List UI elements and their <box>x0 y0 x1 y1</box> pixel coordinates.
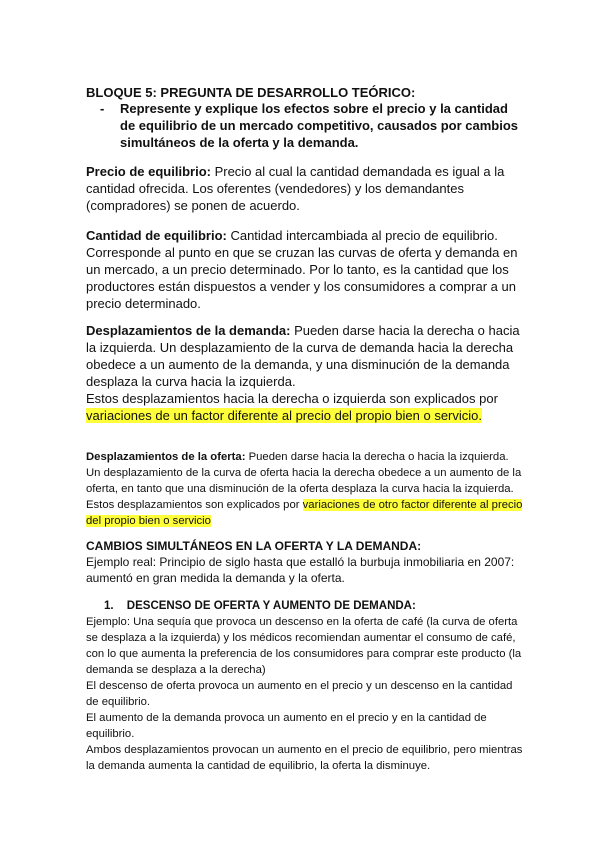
cambios-text: Ejemplo real: Principio de siglo hasta que estalló la burbuja inmobiliaria en 2007: aumentó en gran medida la demanda y la oferta. <box>86 555 515 585</box>
precio-paragraph <box>86 163 526 214</box>
demanda-term: Desplazamientos de la demanda: <box>86 323 291 338</box>
oferta-text: Pueden darse hacia la derecha o hacia la izquierda. Un desplazamiento de la curva de oferta hacia la derecha obedece a un aumento de la oferta, en tanto que una disminución de la oferta desplaza la curva hacia la izquierda. Estos desplazamientos son explicados por <box>86 451 522 511</box>
block-title: BLOQUE 5: PREGUNTA DE DESARROLLO TEÓRICO: <box>86 85 416 100</box>
question-bullet <box>100 100 520 151</box>
bullet-marker: - <box>100 101 105 116</box>
demanda-paragraph <box>86 322 526 424</box>
item1-paragraph-2: El descenso de oferta provoca un aumento en el precio y un descenso en la cantidad de equilibrio. <box>86 680 513 708</box>
item1-body <box>86 614 526 774</box>
cantidad-term: Cantidad de equilibrio: <box>86 228 227 243</box>
item1-number: 1. <box>104 600 114 612</box>
item1-title: DESCENSO DE OFERTA Y AUMENTO DE DEMANDA: <box>126 600 416 612</box>
oferta-paragraph <box>86 449 526 529</box>
cambios-title: CAMBIOS SIMULTÁNEOS EN LA OFERTA Y LA DEMANDA: <box>86 539 422 553</box>
precio-text: Precio al cual la cantidad demandada es igual a la cantidad ofrecida. Los oferentes (vendedores) y los demandantes (compradores) se ponen de acuerdo. <box>86 164 505 213</box>
cantidad-paragraph <box>86 227 526 312</box>
cambios-section <box>86 538 526 586</box>
item1-paragraph-3: El aumento de la demanda provoca un aumento en el precio y en la cantidad de equilibrio. <box>86 712 487 740</box>
precio-term: Precio de equilibrio: <box>86 164 211 179</box>
cantidad-text: Cantidad intercambiada al precio de equilibrio. Corresponde al punto en que se cruzan las curvas de oferta y demanda en un mercado, a un precio determinado. Por lo tanto, es la cantidad que los productores están dispuestos a vender y los consumidores a comprar a un precio determinado. <box>86 228 518 311</box>
item1-heading <box>104 598 416 614</box>
question-text: Represente y explique los efectos sobre el precio y la cantidad de equilibrio de un mercado competitivo, causados por cambios simultáneos de la oferta y la demanda. <box>120 101 519 150</box>
demanda-text-2: Estos desplazamientos hacia la derecha o izquierda son explicados por <box>86 391 498 406</box>
item1-paragraph-4: Ambos desplazamientos provocan un aumento en el precio de equilibrio, pero mientras la demanda aumenta la cantidad de equilibrio, la oferta la disminuye. <box>86 744 523 772</box>
demanda-highlight: variaciones de un factor diferente al precio del propio bien o servicio. <box>86 408 483 423</box>
item1-paragraph-1: Ejemplo: Una sequía que provoca un descenso en la oferta de café (la curva de oferta se desplaza a la izquierda) y los médicos recomiendan aumentar el consumo de café, con lo que aumenta la preferencia de los consumidores para comprar este producto (la demanda se desplaza a la derecha) <box>86 616 522 676</box>
oferta-highlight: variaciones de otro factor diferente al precio del propio bien o servicio <box>86 499 523 527</box>
demanda-text: Pueden darse hacia la derecha o hacia la izquierda. Un desplazamiento de la curva de demanda hacia la derecha obedece a un aumento de la demanda, y una disminución de la demanda desplaza la curva hacia la izquierda. <box>86 323 520 389</box>
oferta-term: Desplazamientos de la oferta: <box>86 451 246 463</box>
